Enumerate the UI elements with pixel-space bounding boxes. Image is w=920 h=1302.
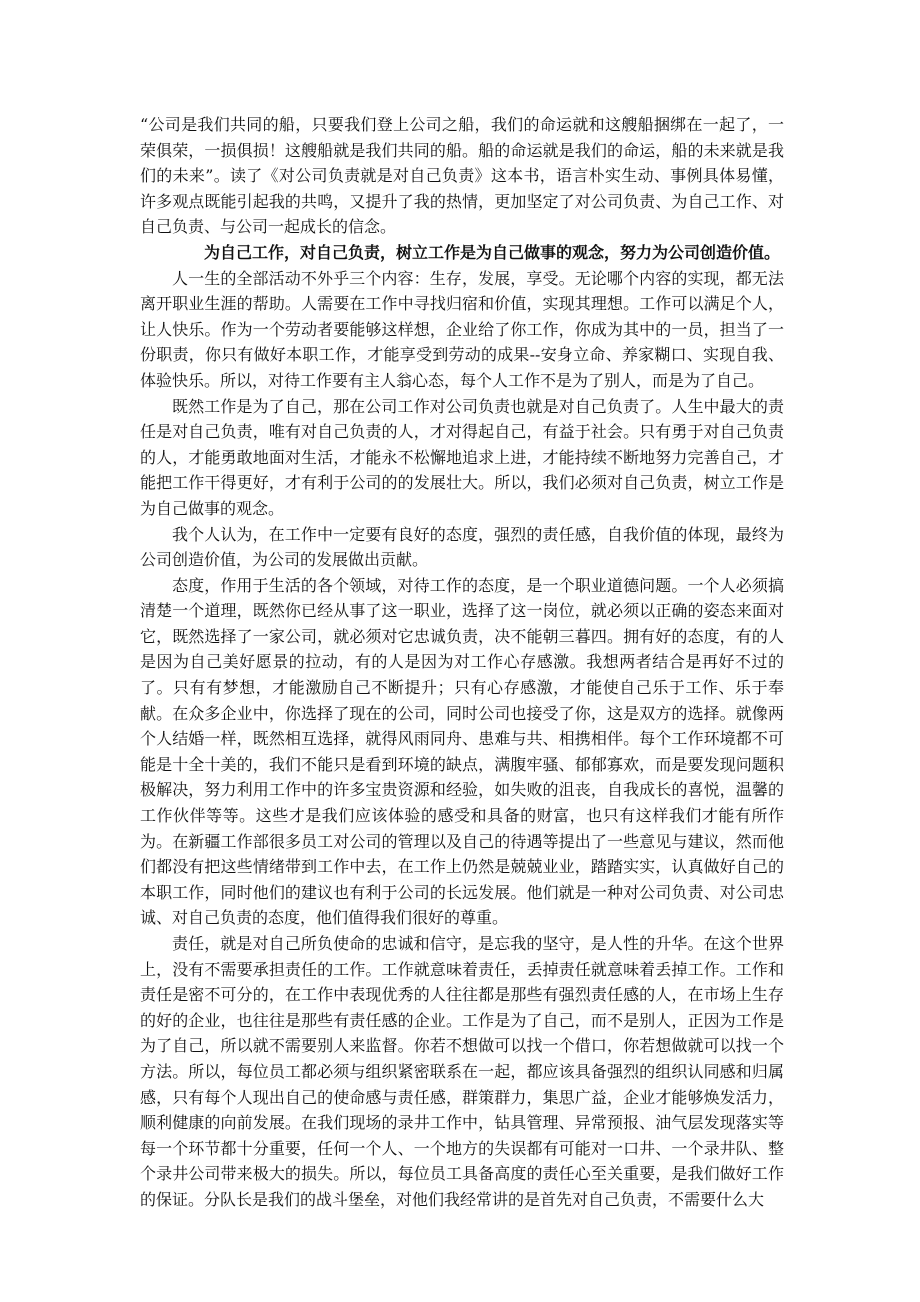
section-heading: 为自己工作，对自己负责，树立工作是为自己做事的观念，努力为公司创造价值。 bbox=[204, 242, 781, 262]
body-paragraph: 既然工作是为了自己，那在公司工作对公司负责也就是对自己负责了。人生中最大的责任是对自己负责，唯有对自己负责的人，才对得起自己，有益于社会。只有勇于对自己负责的人，才能勇敢地面对生活，才能永不松懈地追求上进，才能持续不断地努力完善自己，才能把工作干得更好，才有利于公司的的发展壮大。所以，我们必须对自己负责，树立工作是为自己做事的观念。 bbox=[140, 396, 784, 518]
document-body bbox=[140, 112, 784, 1213]
body-paragraph: 责任，就是对自己所负使命的忠诚和信守，是忘我的坚守，是人性的升华。在这个世界上，没有不需要承担责任的工作。工作就意味着责任，丢掉责任就意味着丢掉工作。工作和责任是密不可分的，在工作中表现优秀的人往往都是那些有强烈责任感的人，在市场上生存的好的企业，也往往是那些有责任感的企业。工作是为了自己，而不是别人，正因为工作是为了自己，所以就不需要别人来监督。你若不想做可以找一个借口，你若想做就可以找一个方法。所以，每位员工都必须与组织紧密联系在一起，都应该具备强烈的组织认同感和归属感，只有每个人现出自己的使命感与责任感，群策群力，集思广益，企业才能够焕发活力，顺利健康的向前发展。在我们现场的录井工作中，钻具管理、异常预报、油气层发现落实等每一个环节都十分重要，任何一个人、一个地方的失误都有可能对一口井、一个录井队、整个录井公司带来极大的损失。所以，每位员工具备高度的责任心至关重要，是我们做好工作的保证。分队长是我们的战斗堡垒，对他们我经常讲的是首先对自己负责，不需要什么大 bbox=[140, 934, 784, 1209]
body-paragraph: 态度，作用于生活的各个领域，对待工作的态度，是一个职业道德问题。一个人必须搞清楚一个道理，既然你已经从事了这一职业，选择了这一岗位，就必须以正确的姿态来面对它，既然选择了一家公司，就必须对它忠诚负责，决不能朝三暮四。拥有好的态度，有的人是因为自己美好愿景的拉动，有的人是因为对工作心存感激。我想两者结合是再好不过的了。只有有梦想，才能激励自己不断提升；只有心存感激，才能使自己乐于工作、乐于奉献。在众多企业中，你选择了现在的公司，同时公司也接受了你，这是双方的选择。就像两个人结婚一样，既然相互选择，就得风雨同舟、患难与共、相携相伴。每个工作环境都不可能是十全十美的，我们不能只是看到环境的缺点，满腹牢骚、郁郁寡欢，而是要发现问题积极解决，努力利用工作中的许多宝贵资源和经验，如失败的沮丧，自我成长的喜悦，温馨的工作伙伴等等。这些才是我们应该体验的感受和具备的财富，也只有这样我们才能有所作为。在新疆工作部很多员工对公司的管理以及自己的待遇等提出了一些意见与建议，然而他们都没有把这些情绪带到工作中去，在工作上仍然是兢兢业业，踏踏实实，认真做好自己的本职工作，同时他们的建议也有利于公司的长远发展。他们就是一种对公司负责、对公司忠诚、对自己负责的态度，他们值得我们很好的尊重。 bbox=[140, 575, 784, 928]
body-paragraph: 人一生的全部活动不外乎三个内容：生存，发展，享受。无论哪个内容的实现，都无法离开职业生涯的帮助。人需要在工作中寻找归宿和价值，实现其理想。工作可以满足个人，让人快乐。作为一个劳动者要能够这样想，企业给了你工作，你成为其中的一员，担当了一份职责，你只有做好本职工作，才能享受到劳动的成果--安身立命、养家糊口、实现自我、体验快乐。所以，对待工作要有主人翁心态，每个人工作不是为了别人，而是为了自己。 bbox=[140, 268, 784, 390]
body-paragraph: 我个人认为，在工作中一定要有良好的态度，强烈的责任感，自我价值的体现，最终为公司创造价值，为公司的发展做出贡献。 bbox=[140, 524, 784, 570]
intro-paragraph: “公司是我们共同的船，只要我们登上公司之船，我们的命运就和这艘船捆绑在一起了，一荣俱荣，一损俱损！这艘船就是我们共同的船。船的命运就是我们的命运，船的未来就是我们的未来”。读了《对公司负责就是对自己负责》这本书，语言朴实生动、事例具体易懂，许多观点既能引起我的共鸣，又提升了我的热情，更加坚定了对公司负责、为自己工作、对自己负责、与公司一起成长的信念。 bbox=[140, 115, 784, 237]
